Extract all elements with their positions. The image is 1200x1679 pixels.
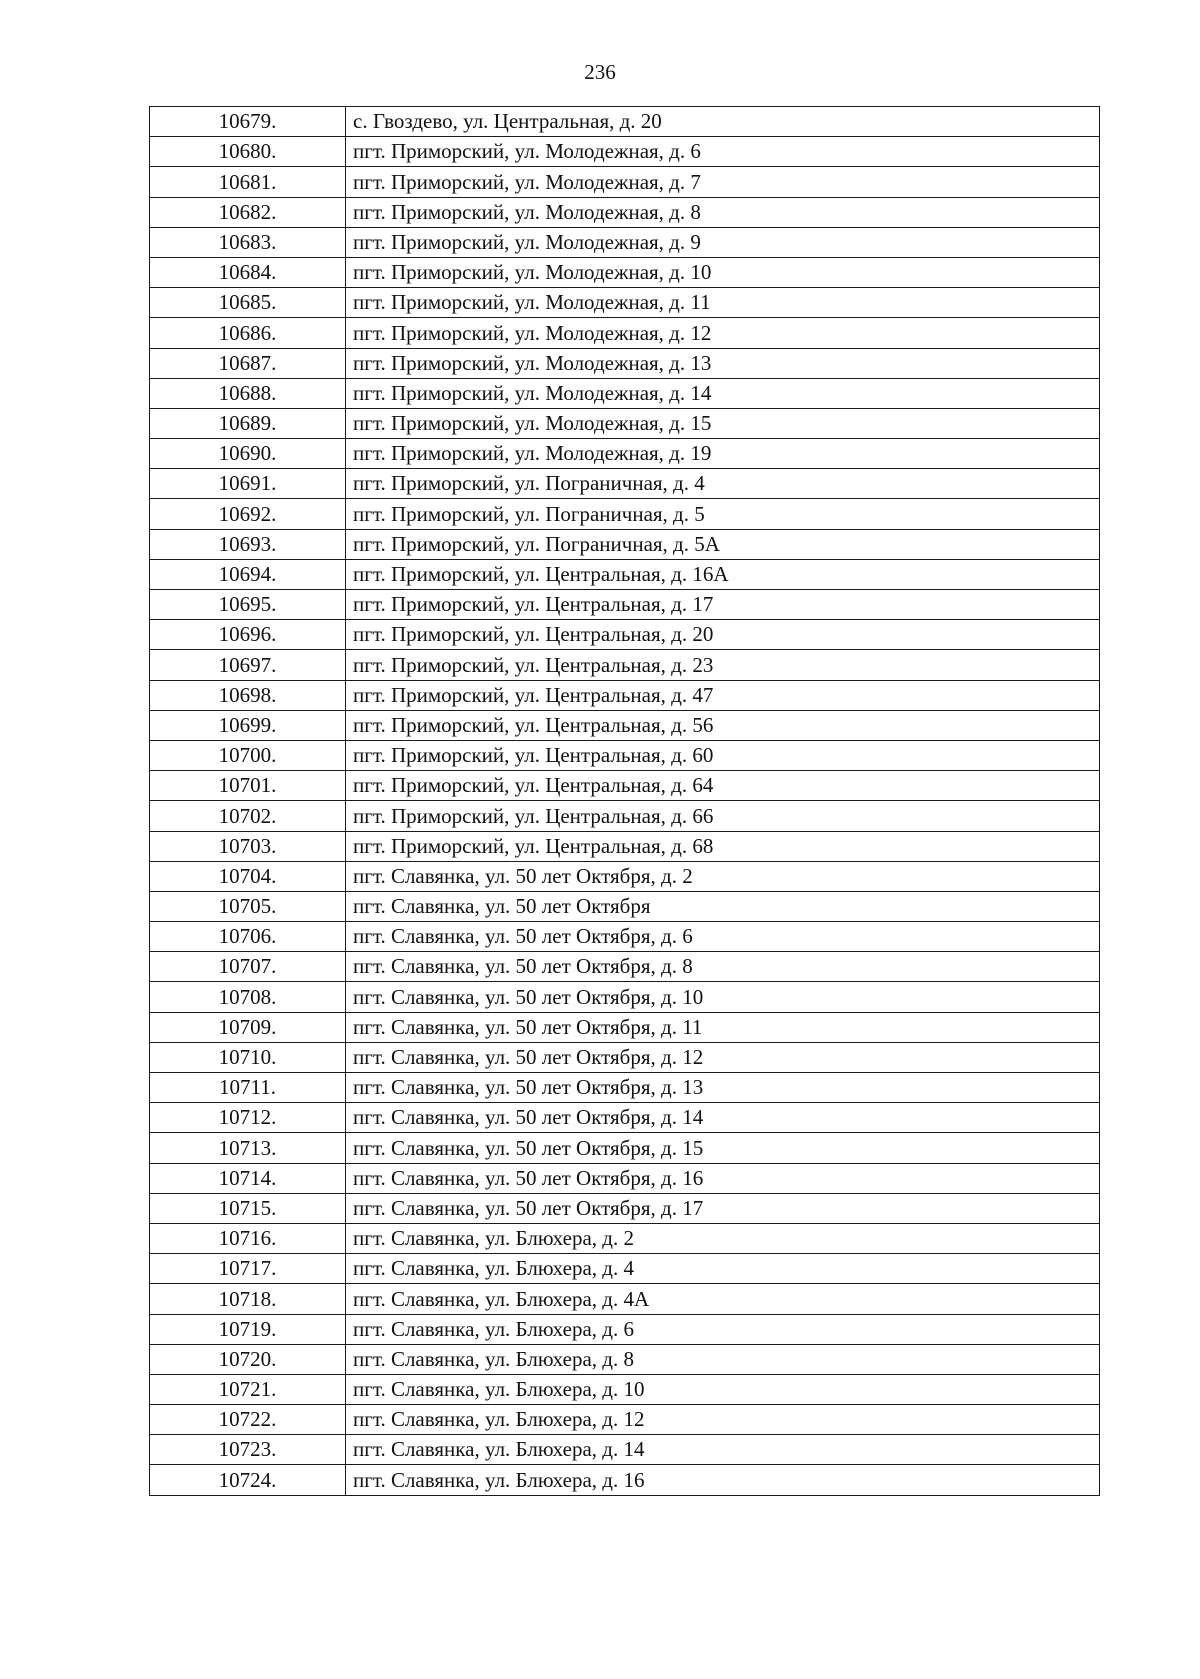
table-row <box>150 1073 1100 1103</box>
table-row <box>150 378 1100 408</box>
row-number: 10717. <box>150 1254 346 1284</box>
row-address: пгт. Приморский, ул. Молодежная, д. 11 <box>346 288 1100 318</box>
row-address: пгт. Приморский, ул. Молодежная, д. 7 <box>346 167 1100 197</box>
row-number: 10695. <box>150 590 346 620</box>
row-number: 10723. <box>150 1435 346 1465</box>
table-row <box>150 499 1100 529</box>
table-row <box>150 469 1100 499</box>
row-address: пгт. Славянка, ул. Блюхера, д. 6 <box>346 1314 1100 1344</box>
row-address: пгт. Славянка, ул. Блюхера, д. 4 <box>346 1254 1100 1284</box>
row-address: пгт. Славянка, ул. Блюхера, д. 2 <box>346 1223 1100 1253</box>
table-row <box>150 1314 1100 1344</box>
table-row <box>150 1374 1100 1404</box>
row-address: пгт. Приморский, ул. Центральная, д. 64 <box>346 771 1100 801</box>
table-row <box>150 590 1100 620</box>
row-number: 10697. <box>150 650 346 680</box>
row-number: 10691. <box>150 469 346 499</box>
row-address: пгт. Славянка, ул. 50 лет Октября, д. 15 <box>346 1133 1100 1163</box>
table-row <box>150 1193 1100 1223</box>
row-number: 10705. <box>150 891 346 921</box>
row-address: пгт. Приморский, ул. Молодежная, д. 8 <box>346 197 1100 227</box>
row-number: 10682. <box>150 197 346 227</box>
table-row <box>150 348 1100 378</box>
row-number: 10681. <box>150 167 346 197</box>
row-address: пгт. Приморский, ул. Пограничная, д. 4 <box>346 469 1100 499</box>
row-number: 10701. <box>150 771 346 801</box>
row-address: пгт. Приморский, ул. Молодежная, д. 15 <box>346 408 1100 438</box>
table-row <box>150 529 1100 559</box>
table-row <box>150 227 1100 257</box>
row-address: с. Гвоздево, ул. Центральная, д. 20 <box>346 107 1100 137</box>
address-table-body <box>150 107 1100 1496</box>
table-row <box>150 922 1100 952</box>
table-row <box>150 831 1100 861</box>
row-address: пгт. Приморский, ул. Центральная, д. 56 <box>346 710 1100 740</box>
row-address: пгт. Приморский, ул. Пограничная, д. 5А <box>346 529 1100 559</box>
row-number: 10684. <box>150 257 346 287</box>
row-number: 10724. <box>150 1465 346 1495</box>
row-address: пгт. Славянка, ул. 50 лет Октября <box>346 891 1100 921</box>
table-row <box>150 197 1100 227</box>
row-number: 10708. <box>150 982 346 1012</box>
row-number: 10680. <box>150 137 346 167</box>
row-address: пгт. Приморский, ул. Центральная, д. 66 <box>346 801 1100 831</box>
row-number: 10722. <box>150 1405 346 1435</box>
table-row <box>150 1405 1100 1435</box>
table-row <box>150 1465 1100 1495</box>
row-number: 10703. <box>150 831 346 861</box>
table-row <box>150 891 1100 921</box>
row-address: пгт. Приморский, ул. Пограничная, д. 5 <box>346 499 1100 529</box>
table-row <box>150 1103 1100 1133</box>
row-address: пгт. Славянка, ул. 50 лет Октября, д. 14 <box>346 1103 1100 1133</box>
row-address: пгт. Приморский, ул. Центральная, д. 23 <box>346 650 1100 680</box>
row-number: 10696. <box>150 620 346 650</box>
row-address: пгт. Славянка, ул. Блюхера, д. 8 <box>346 1344 1100 1374</box>
row-number: 10699. <box>150 710 346 740</box>
row-number: 10720. <box>150 1344 346 1374</box>
row-number: 10692. <box>150 499 346 529</box>
row-number: 10688. <box>150 378 346 408</box>
row-number: 10679. <box>150 107 346 137</box>
table-row <box>150 408 1100 438</box>
row-address: пгт. Приморский, ул. Молодежная, д. 14 <box>346 378 1100 408</box>
row-address: пгт. Славянка, ул. Блюхера, д. 4А <box>346 1284 1100 1314</box>
row-number: 10686. <box>150 318 346 348</box>
row-address: пгт. Славянка, ул. Блюхера, д. 10 <box>346 1374 1100 1404</box>
table-row <box>150 620 1100 650</box>
row-number: 10698. <box>150 680 346 710</box>
row-address: пгт. Славянка, ул. 50 лет Октября, д. 8 <box>346 952 1100 982</box>
table-row <box>150 1344 1100 1374</box>
table-row <box>150 439 1100 469</box>
row-number: 10709. <box>150 1012 346 1042</box>
row-number: 10721. <box>150 1374 346 1404</box>
row-number: 10711. <box>150 1073 346 1103</box>
table-row <box>150 1435 1100 1465</box>
row-number: 10713. <box>150 1133 346 1163</box>
row-address: пгт. Славянка, ул. 50 лет Октября, д. 16 <box>346 1163 1100 1193</box>
row-address: пгт. Славянка, ул. 50 лет Октября, д. 13 <box>346 1073 1100 1103</box>
row-number: 10715. <box>150 1193 346 1223</box>
row-address: пгт. Славянка, ул. 50 лет Октября, д. 2 <box>346 861 1100 891</box>
row-address: пгт. Славянка, ул. 50 лет Октября, д. 6 <box>346 922 1100 952</box>
row-address: пгт. Приморский, ул. Молодежная, д. 12 <box>346 318 1100 348</box>
row-address: пгт. Приморский, ул. Центральная, д. 16А <box>346 559 1100 589</box>
row-number: 10687. <box>150 348 346 378</box>
row-number: 10718. <box>150 1284 346 1314</box>
table-row <box>150 107 1100 137</box>
table-row <box>150 710 1100 740</box>
table-row <box>150 167 1100 197</box>
table-row <box>150 1042 1100 1072</box>
table-row <box>150 982 1100 1012</box>
table-row <box>150 952 1100 982</box>
table-row <box>150 257 1100 287</box>
table-row <box>150 1133 1100 1163</box>
row-address: пгт. Славянка, ул. Блюхера, д. 14 <box>346 1435 1100 1465</box>
row-address: пгт. Славянка, ул. 50 лет Октября, д. 17 <box>346 1193 1100 1223</box>
row-number: 10693. <box>150 529 346 559</box>
row-address: пгт. Славянка, ул. 50 лет Октября, д. 10 <box>346 982 1100 1012</box>
row-address: пгт. Приморский, ул. Молодежная, д. 10 <box>346 257 1100 287</box>
row-number: 10689. <box>150 408 346 438</box>
row-address: пгт. Славянка, ул. Блюхера, д. 12 <box>346 1405 1100 1435</box>
table-row <box>150 801 1100 831</box>
row-address: пгт. Приморский, ул. Центральная, д. 20 <box>346 620 1100 650</box>
row-address: пгт. Приморский, ул. Центральная, д. 60 <box>346 740 1100 770</box>
row-number: 10702. <box>150 801 346 831</box>
table-row <box>150 1223 1100 1253</box>
row-number: 10694. <box>150 559 346 589</box>
row-address: пгт. Приморский, ул. Центральная, д. 68 <box>346 831 1100 861</box>
row-address: пгт. Приморский, ул. Центральная, д. 47 <box>346 680 1100 710</box>
row-address: пгт. Приморский, ул. Молодежная, д. 6 <box>346 137 1100 167</box>
row-address: пгт. Приморский, ул. Молодежная, д. 19 <box>346 439 1100 469</box>
row-address: пгт. Славянка, ул. 50 лет Октября, д. 12 <box>346 1042 1100 1072</box>
row-address: пгт. Славянка, ул. 50 лет Октября, д. 11 <box>346 1012 1100 1042</box>
table-row <box>150 1284 1100 1314</box>
table-row <box>150 740 1100 770</box>
row-number: 10716. <box>150 1223 346 1253</box>
row-address: пгт. Славянка, ул. Блюхера, д. 16 <box>346 1465 1100 1495</box>
row-number: 10700. <box>150 740 346 770</box>
table-row <box>150 1012 1100 1042</box>
table-row <box>150 680 1100 710</box>
table-row <box>150 771 1100 801</box>
address-table-container <box>149 106 1100 1496</box>
row-number: 10706. <box>150 922 346 952</box>
table-row <box>150 137 1100 167</box>
row-number: 10704. <box>150 861 346 891</box>
row-number: 10707. <box>150 952 346 982</box>
table-row <box>150 559 1100 589</box>
row-number: 10719. <box>150 1314 346 1344</box>
page-number: 236 <box>584 60 616 84</box>
table-row <box>150 1254 1100 1284</box>
row-address: пгт. Приморский, ул. Молодежная, д. 13 <box>346 348 1100 378</box>
address-table <box>149 106 1100 1496</box>
table-row <box>150 318 1100 348</box>
row-number: 10714. <box>150 1163 346 1193</box>
table-row <box>150 1163 1100 1193</box>
row-number: 10683. <box>150 227 346 257</box>
row-address: пгт. Приморский, ул. Молодежная, д. 9 <box>346 227 1100 257</box>
row-number: 10712. <box>150 1103 346 1133</box>
table-row <box>150 288 1100 318</box>
row-number: 10685. <box>150 288 346 318</box>
row-address: пгт. Приморский, ул. Центральная, д. 17 <box>346 590 1100 620</box>
row-number: 10690. <box>150 439 346 469</box>
table-row <box>150 861 1100 891</box>
table-row <box>150 650 1100 680</box>
row-number: 10710. <box>150 1042 346 1072</box>
